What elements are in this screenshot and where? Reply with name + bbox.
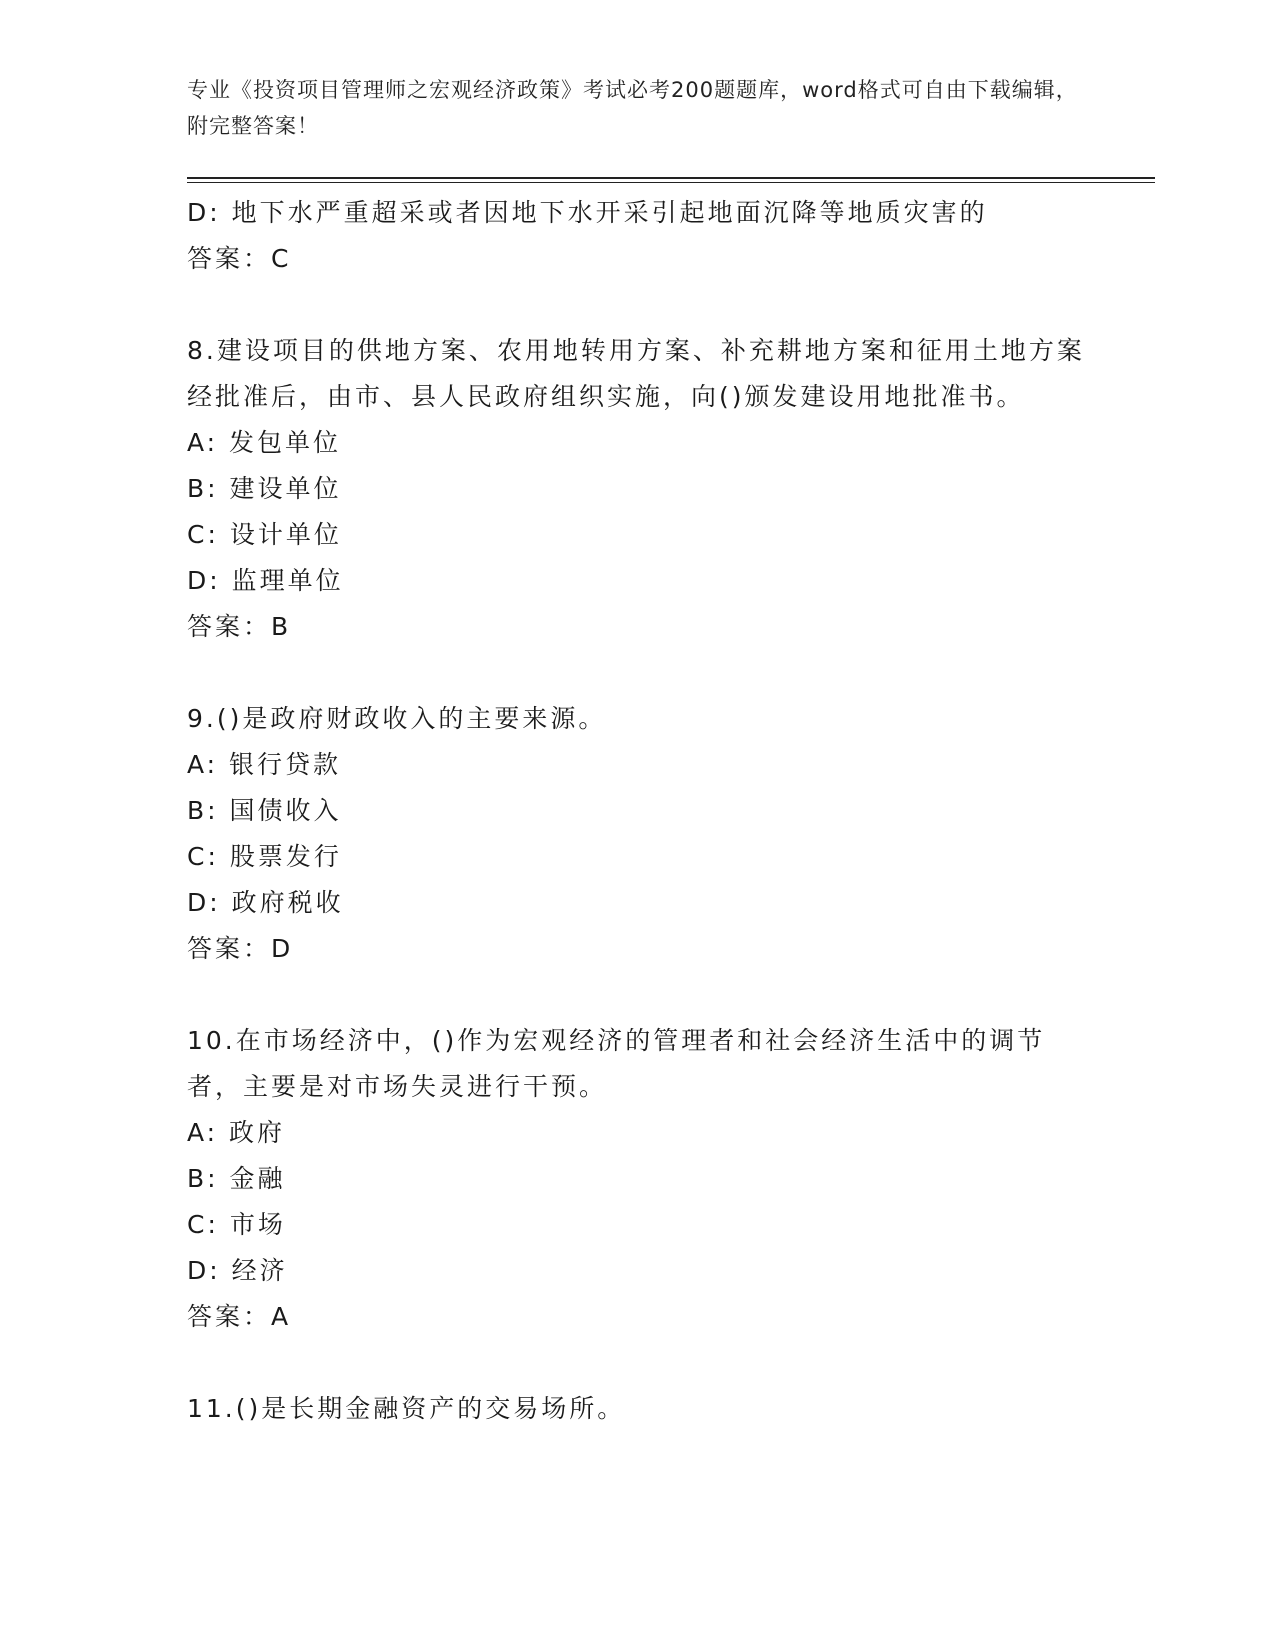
- answer: 答案：B: [187, 612, 292, 641]
- option-c: C: 市场: [187, 1210, 286, 1239]
- option-b: B: 金融: [187, 1164, 286, 1193]
- question-stem: 8.建设项目的供地方案、农用地转用方案、补充耕地方案和征用土地方案经批准后，由市、县人民政府组织实施，向()颁发建设用地批准书。: [187, 336, 1085, 411]
- option-b: B: 建设单位: [187, 474, 342, 503]
- answer: 答案：D: [187, 934, 294, 963]
- option-b: B: 国债收入: [187, 796, 342, 825]
- option-c: C: 设计单位: [187, 520, 342, 549]
- option-d: D: 地下水严重超采或者因地下水开采引起地面沉降等地质灾害的: [187, 198, 988, 227]
- option-d: D: 经济: [187, 1256, 288, 1285]
- document-header: 专业《投资项目管理师之宏观经济政策》考试必考200题题库，word格式可自由下载编辑，附完整答案！: [187, 78, 1078, 138]
- option-c: C: 股票发行: [187, 842, 342, 871]
- option-a: A: 银行贷款: [187, 750, 342, 779]
- answer: 答案：C: [187, 244, 292, 273]
- question-stem: 9.()是政府财政收入的主要来源。: [187, 704, 607, 733]
- question-stem: 11.()是长期金融资产的交易场所。: [187, 1394, 626, 1423]
- option-d: D: 监理单位: [187, 566, 344, 595]
- question-list: [187, 190, 1087, 1432]
- option-a: A: 发包单位: [187, 428, 342, 457]
- header-rule-thin: [187, 182, 1155, 183]
- question-stem: 10.在市场经济中，()作为宏观经济的管理者和社会经济生活中的调节者，主要是对市场失灵进行干预。: [187, 1026, 1046, 1101]
- option-d: D: 政府税收: [187, 888, 344, 917]
- option-a: A: 政府: [187, 1118, 286, 1147]
- header-rule-thick: [187, 177, 1155, 179]
- answer: 答案：A: [187, 1302, 292, 1331]
